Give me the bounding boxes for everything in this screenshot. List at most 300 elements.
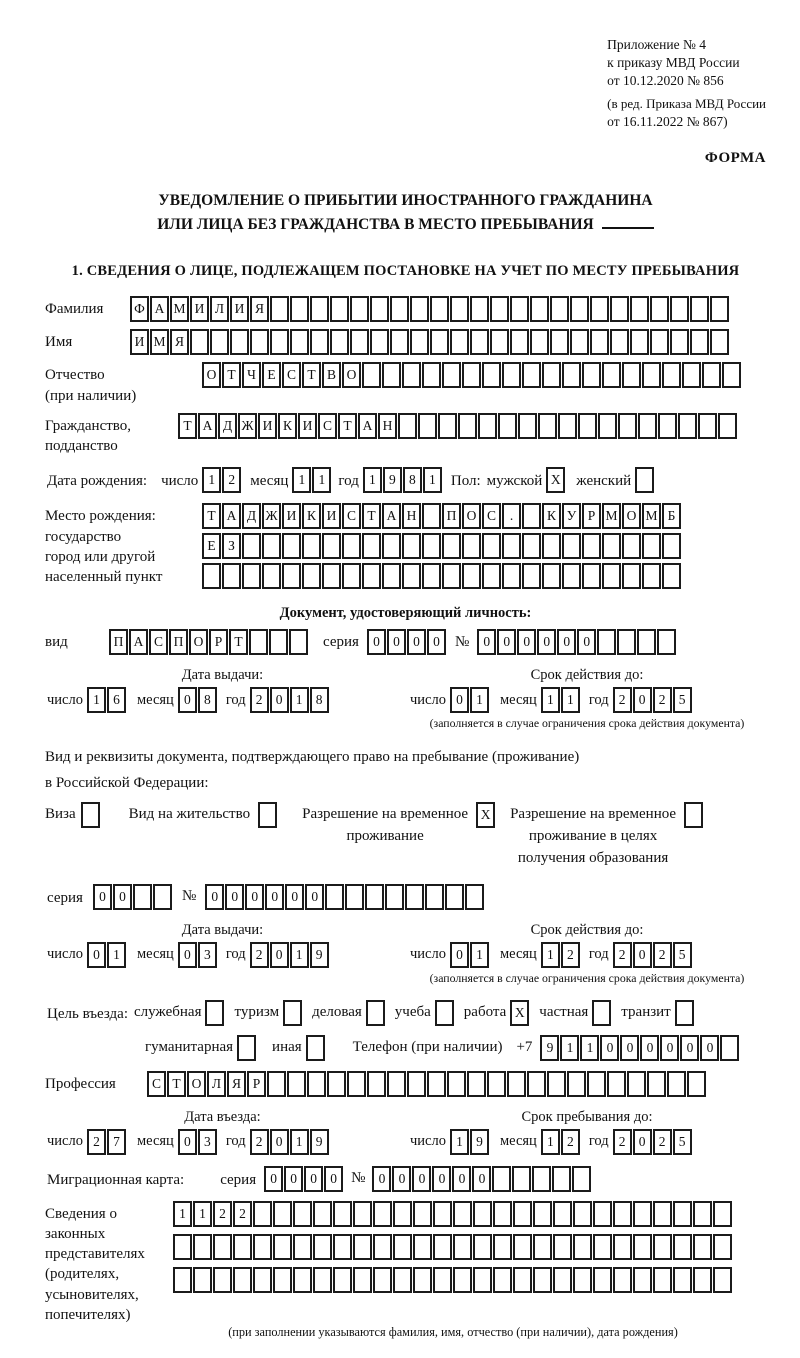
char-cell[interactable]: [713, 1201, 732, 1227]
char-cell[interactable]: [282, 533, 301, 559]
char-cell[interactable]: М: [642, 503, 661, 529]
char-cell[interactable]: [445, 884, 464, 910]
char-cell[interactable]: 2: [250, 1129, 269, 1155]
char-cell[interactable]: К: [302, 503, 321, 529]
char-cell[interactable]: 0: [472, 1166, 491, 1192]
char-cell[interactable]: М: [602, 503, 621, 529]
char-cell[interactable]: 0: [633, 942, 652, 968]
char-cell[interactable]: К: [278, 413, 297, 439]
char-cell[interactable]: [462, 563, 481, 589]
char-cell[interactable]: 8: [198, 687, 217, 713]
char-cell[interactable]: [267, 1071, 286, 1097]
char-cell[interactable]: 1: [202, 467, 221, 493]
char-cell[interactable]: [422, 533, 441, 559]
char-cell[interactable]: [657, 629, 676, 655]
char-cell[interactable]: 1: [290, 1129, 309, 1155]
char-cell[interactable]: [462, 362, 481, 388]
char-cell[interactable]: [673, 1234, 692, 1260]
char-cell[interactable]: И: [322, 503, 341, 529]
char-cell[interactable]: 0: [270, 687, 289, 713]
char-cell[interactable]: 1: [363, 467, 382, 493]
char-cell[interactable]: И: [298, 413, 317, 439]
char-cell[interactable]: [650, 329, 669, 355]
char-cell[interactable]: [467, 1071, 486, 1097]
char-cell[interactable]: В: [322, 362, 341, 388]
char-cell[interactable]: [282, 563, 301, 589]
char-cell[interactable]: [582, 533, 601, 559]
char-cell[interactable]: [253, 1201, 272, 1227]
char-cell[interactable]: [638, 413, 657, 439]
char-cell[interactable]: 1: [423, 467, 442, 493]
char-cell[interactable]: [635, 467, 654, 493]
char-cell[interactable]: 0: [387, 629, 406, 655]
char-cell[interactable]: Ч: [242, 362, 261, 388]
char-cell[interactable]: 1: [107, 942, 126, 968]
char-cell[interactable]: [498, 413, 517, 439]
char-cell[interactable]: 0: [113, 884, 132, 910]
char-cell[interactable]: Я: [250, 296, 269, 322]
char-cell[interactable]: 1: [173, 1201, 192, 1227]
char-cell[interactable]: [306, 1035, 325, 1061]
char-cell[interactable]: [373, 1267, 392, 1293]
char-cell[interactable]: [522, 533, 541, 559]
char-cell[interactable]: [607, 1071, 626, 1097]
char-cell[interactable]: 9: [383, 467, 402, 493]
char-cell[interactable]: 7: [107, 1129, 126, 1155]
char-cell[interactable]: [233, 1234, 252, 1260]
char-cell[interactable]: [593, 1267, 612, 1293]
char-cell[interactable]: [493, 1234, 512, 1260]
char-cell[interactable]: [522, 563, 541, 589]
char-cell[interactable]: [653, 1234, 672, 1260]
char-cell[interactable]: [213, 1234, 232, 1260]
char-cell[interactable]: [447, 1071, 466, 1097]
char-cell[interactable]: [533, 1267, 552, 1293]
char-cell[interactable]: [722, 362, 741, 388]
char-cell[interactable]: 0: [640, 1035, 659, 1061]
char-cell[interactable]: [382, 563, 401, 589]
char-cell[interactable]: [290, 329, 309, 355]
char-cell[interactable]: 1: [290, 687, 309, 713]
char-cell[interactable]: [684, 802, 703, 828]
char-cell[interactable]: О: [622, 503, 641, 529]
char-cell[interactable]: [433, 1267, 452, 1293]
char-cell[interactable]: [382, 362, 401, 388]
char-cell[interactable]: [530, 296, 549, 322]
char-cell[interactable]: [366, 1000, 385, 1026]
char-cell[interactable]: [422, 503, 441, 529]
char-cell[interactable]: [273, 1201, 292, 1227]
char-cell[interactable]: [365, 884, 384, 910]
char-cell[interactable]: [633, 1201, 652, 1227]
char-cell[interactable]: [597, 629, 616, 655]
char-cell[interactable]: [513, 1267, 532, 1293]
char-cell[interactable]: [370, 329, 389, 355]
char-cell[interactable]: [587, 1071, 606, 1097]
char-cell[interactable]: Т: [167, 1071, 186, 1097]
char-cell[interactable]: [693, 1234, 712, 1260]
char-cell[interactable]: 1: [312, 467, 331, 493]
char-cell[interactable]: [502, 362, 521, 388]
char-cell[interactable]: [690, 329, 709, 355]
char-cell[interactable]: [567, 1071, 586, 1097]
char-cell[interactable]: [513, 1201, 532, 1227]
char-cell[interactable]: [590, 296, 609, 322]
char-cell[interactable]: О: [187, 1071, 206, 1097]
char-cell[interactable]: [613, 1201, 632, 1227]
char-cell[interactable]: [493, 1201, 512, 1227]
char-cell[interactable]: [542, 362, 561, 388]
char-cell[interactable]: 8: [310, 687, 329, 713]
char-cell[interactable]: 0: [270, 942, 289, 968]
char-cell[interactable]: [578, 413, 597, 439]
char-cell[interactable]: 0: [87, 942, 106, 968]
char-cell[interactable]: [512, 1166, 531, 1192]
char-cell[interactable]: 1: [561, 687, 580, 713]
char-cell[interactable]: 9: [310, 942, 329, 968]
char-cell[interactable]: [673, 1267, 692, 1293]
char-cell[interactable]: [233, 1267, 252, 1293]
char-cell[interactable]: [427, 1071, 446, 1097]
char-cell[interactable]: 0: [432, 1166, 451, 1192]
char-cell[interactable]: Л: [207, 1071, 226, 1097]
char-cell[interactable]: [473, 1234, 492, 1260]
char-cell[interactable]: [230, 329, 249, 355]
char-cell[interactable]: [538, 413, 557, 439]
char-cell[interactable]: [258, 802, 277, 828]
char-cell[interactable]: [450, 296, 469, 322]
char-cell[interactable]: Т: [222, 362, 241, 388]
char-cell[interactable]: [473, 1201, 492, 1227]
char-cell[interactable]: [510, 296, 529, 322]
char-cell[interactable]: [642, 362, 661, 388]
char-cell[interactable]: [482, 533, 501, 559]
char-cell[interactable]: 1: [470, 687, 489, 713]
char-cell[interactable]: [558, 413, 577, 439]
char-cell[interactable]: 0: [680, 1035, 699, 1061]
char-cell[interactable]: 8: [403, 467, 422, 493]
char-cell[interactable]: X: [510, 1000, 529, 1026]
char-cell[interactable]: [287, 1071, 306, 1097]
char-cell[interactable]: 0: [577, 629, 596, 655]
char-cell[interactable]: 2: [613, 942, 632, 968]
char-cell[interactable]: Т: [178, 413, 197, 439]
char-cell[interactable]: [650, 296, 669, 322]
char-cell[interactable]: [713, 1267, 732, 1293]
char-cell[interactable]: [573, 1201, 592, 1227]
char-cell[interactable]: 3: [198, 1129, 217, 1155]
char-cell[interactable]: [653, 1201, 672, 1227]
char-cell[interactable]: [322, 533, 341, 559]
char-cell[interactable]: 0: [620, 1035, 639, 1061]
char-cell[interactable]: [302, 533, 321, 559]
char-cell[interactable]: [173, 1267, 192, 1293]
char-cell[interactable]: [367, 1071, 386, 1097]
char-cell[interactable]: [482, 362, 501, 388]
char-cell[interactable]: [675, 1000, 694, 1026]
char-cell[interactable]: [552, 1166, 571, 1192]
char-cell[interactable]: У: [562, 503, 581, 529]
char-cell[interactable]: [438, 413, 457, 439]
char-cell[interactable]: [310, 296, 329, 322]
char-cell[interactable]: Д: [218, 413, 237, 439]
char-cell[interactable]: [345, 884, 364, 910]
char-cell[interactable]: [353, 1201, 372, 1227]
char-cell[interactable]: И: [282, 503, 301, 529]
char-cell[interactable]: [313, 1267, 332, 1293]
char-cell[interactable]: [582, 362, 601, 388]
char-cell[interactable]: [573, 1234, 592, 1260]
char-cell[interactable]: [547, 1071, 566, 1097]
char-cell[interactable]: [393, 1201, 412, 1227]
char-cell[interactable]: 9: [470, 1129, 489, 1155]
char-cell[interactable]: С: [342, 503, 361, 529]
char-cell[interactable]: [533, 1234, 552, 1260]
char-cell[interactable]: 0: [537, 629, 556, 655]
char-cell[interactable]: 2: [613, 687, 632, 713]
char-cell[interactable]: 9: [310, 1129, 329, 1155]
char-cell[interactable]: [353, 1234, 372, 1260]
char-cell[interactable]: 1: [541, 1129, 560, 1155]
char-cell[interactable]: 0: [450, 687, 469, 713]
char-cell[interactable]: И: [258, 413, 277, 439]
char-cell[interactable]: [398, 413, 417, 439]
char-cell[interactable]: 1: [560, 1035, 579, 1061]
char-cell[interactable]: [430, 329, 449, 355]
char-cell[interactable]: [133, 884, 152, 910]
char-cell[interactable]: [562, 563, 581, 589]
char-cell[interactable]: [627, 1071, 646, 1097]
char-cell[interactable]: [405, 884, 424, 910]
char-cell[interactable]: 3: [198, 942, 217, 968]
char-cell[interactable]: 1: [580, 1035, 599, 1061]
char-cell[interactable]: [493, 1267, 512, 1293]
char-cell[interactable]: 0: [245, 884, 264, 910]
char-cell[interactable]: [205, 1000, 224, 1026]
char-cell[interactable]: [713, 1234, 732, 1260]
char-cell[interactable]: А: [222, 503, 241, 529]
char-cell[interactable]: [630, 329, 649, 355]
char-cell[interactable]: О: [202, 362, 221, 388]
char-cell[interactable]: С: [149, 629, 168, 655]
char-cell[interactable]: [667, 1071, 686, 1097]
char-cell[interactable]: М: [170, 296, 189, 322]
char-cell[interactable]: [422, 362, 441, 388]
char-cell[interactable]: [550, 296, 569, 322]
char-cell[interactable]: [269, 629, 288, 655]
char-cell[interactable]: 0: [517, 629, 536, 655]
char-cell[interactable]: 1: [541, 687, 560, 713]
char-cell[interactable]: [562, 362, 581, 388]
char-cell[interactable]: [290, 296, 309, 322]
char-cell[interactable]: [662, 362, 681, 388]
char-cell[interactable]: 0: [477, 629, 496, 655]
char-cell[interactable]: П: [442, 503, 461, 529]
char-cell[interactable]: К: [542, 503, 561, 529]
char-cell[interactable]: [413, 1234, 432, 1260]
char-cell[interactable]: [670, 329, 689, 355]
char-cell[interactable]: [153, 884, 172, 910]
char-cell[interactable]: 1: [290, 942, 309, 968]
char-cell[interactable]: [273, 1267, 292, 1293]
char-cell[interactable]: [362, 533, 381, 559]
char-cell[interactable]: [710, 329, 729, 355]
char-cell[interactable]: О: [342, 362, 361, 388]
char-cell[interactable]: [453, 1267, 472, 1293]
char-cell[interactable]: [473, 1267, 492, 1293]
char-cell[interactable]: [310, 329, 329, 355]
char-cell[interactable]: 0: [265, 884, 284, 910]
char-cell[interactable]: 2: [250, 942, 269, 968]
char-cell[interactable]: 0: [450, 942, 469, 968]
char-cell[interactable]: [458, 413, 477, 439]
char-cell[interactable]: 0: [600, 1035, 619, 1061]
char-cell[interactable]: [693, 1267, 712, 1293]
char-cell[interactable]: [413, 1267, 432, 1293]
char-cell[interactable]: Р: [209, 629, 228, 655]
char-cell[interactable]: [410, 296, 429, 322]
char-cell[interactable]: [293, 1201, 312, 1227]
char-cell[interactable]: [662, 563, 681, 589]
char-cell[interactable]: [283, 1000, 302, 1026]
char-cell[interactable]: 2: [213, 1201, 232, 1227]
char-cell[interactable]: [387, 1071, 406, 1097]
char-cell[interactable]: [570, 296, 589, 322]
char-cell[interactable]: [362, 362, 381, 388]
char-cell[interactable]: [502, 563, 521, 589]
char-cell[interactable]: 1: [87, 687, 106, 713]
char-cell[interactable]: [622, 362, 641, 388]
char-cell[interactable]: 0: [700, 1035, 719, 1061]
char-cell[interactable]: [550, 329, 569, 355]
char-cell[interactable]: [210, 329, 229, 355]
char-cell[interactable]: [720, 1035, 739, 1061]
char-cell[interactable]: [262, 533, 281, 559]
char-cell[interactable]: [382, 533, 401, 559]
char-cell[interactable]: [553, 1201, 572, 1227]
char-cell[interactable]: [270, 296, 289, 322]
char-cell[interactable]: [402, 362, 421, 388]
char-cell[interactable]: Л: [210, 296, 229, 322]
char-cell[interactable]: [213, 1267, 232, 1293]
char-cell[interactable]: Т: [362, 503, 381, 529]
char-cell[interactable]: [193, 1267, 212, 1293]
char-cell[interactable]: [633, 1267, 652, 1293]
char-cell[interactable]: Р: [247, 1071, 266, 1097]
char-cell[interactable]: [522, 503, 541, 529]
char-cell[interactable]: [442, 362, 461, 388]
char-cell[interactable]: А: [382, 503, 401, 529]
char-cell[interactable]: 0: [427, 629, 446, 655]
char-cell[interactable]: Т: [202, 503, 221, 529]
char-cell[interactable]: О: [189, 629, 208, 655]
char-cell[interactable]: [407, 1071, 426, 1097]
char-cell[interactable]: [333, 1234, 352, 1260]
char-cell[interactable]: 2: [222, 467, 241, 493]
char-cell[interactable]: 0: [452, 1166, 471, 1192]
char-cell[interactable]: [350, 329, 369, 355]
char-cell[interactable]: А: [150, 296, 169, 322]
char-cell[interactable]: 0: [178, 942, 197, 968]
char-cell[interactable]: 0: [392, 1166, 411, 1192]
char-cell[interactable]: [602, 563, 621, 589]
char-cell[interactable]: [510, 329, 529, 355]
char-cell[interactable]: [418, 413, 437, 439]
char-cell[interactable]: [442, 533, 461, 559]
char-cell[interactable]: 0: [557, 629, 576, 655]
char-cell[interactable]: [253, 1267, 272, 1293]
char-cell[interactable]: [622, 533, 641, 559]
char-cell[interactable]: [430, 296, 449, 322]
char-cell[interactable]: 0: [178, 1129, 197, 1155]
char-cell[interactable]: 2: [613, 1129, 632, 1155]
char-cell[interactable]: [673, 1201, 692, 1227]
char-cell[interactable]: [253, 1234, 272, 1260]
char-cell[interactable]: [250, 329, 269, 355]
char-cell[interactable]: С: [482, 503, 501, 529]
char-cell[interactable]: [422, 563, 441, 589]
char-cell[interactable]: [687, 1071, 706, 1097]
char-cell[interactable]: [617, 629, 636, 655]
char-cell[interactable]: 6: [107, 687, 126, 713]
char-cell[interactable]: [393, 1267, 412, 1293]
char-cell[interactable]: [327, 1071, 346, 1097]
char-cell[interactable]: [682, 362, 701, 388]
char-cell[interactable]: [433, 1201, 452, 1227]
char-cell[interactable]: О: [462, 503, 481, 529]
char-cell[interactable]: 1: [541, 942, 560, 968]
char-cell[interactable]: [693, 1201, 712, 1227]
char-cell[interactable]: [662, 533, 681, 559]
char-cell[interactable]: [490, 329, 509, 355]
char-cell[interactable]: [702, 362, 721, 388]
char-cell[interactable]: [502, 533, 521, 559]
char-cell[interactable]: 2: [233, 1201, 252, 1227]
char-cell[interactable]: [490, 296, 509, 322]
char-cell[interactable]: [453, 1201, 472, 1227]
char-cell[interactable]: X: [476, 802, 495, 828]
char-cell[interactable]: [190, 329, 209, 355]
char-cell[interactable]: 0: [284, 1166, 303, 1192]
char-cell[interactable]: [602, 362, 621, 388]
char-cell[interactable]: [313, 1234, 332, 1260]
char-cell[interactable]: [542, 533, 561, 559]
char-cell[interactable]: Т: [229, 629, 248, 655]
char-cell[interactable]: [425, 884, 444, 910]
char-cell[interactable]: [237, 1035, 256, 1061]
char-cell[interactable]: [593, 1201, 612, 1227]
char-cell[interactable]: 5: [673, 942, 692, 968]
char-cell[interactable]: П: [169, 629, 188, 655]
char-cell[interactable]: Ф: [130, 296, 149, 322]
char-cell[interactable]: [522, 362, 541, 388]
char-cell[interactable]: [487, 1071, 506, 1097]
char-cell[interactable]: [532, 1166, 551, 1192]
char-cell[interactable]: 0: [412, 1166, 431, 1192]
char-cell[interactable]: [593, 1234, 612, 1260]
char-cell[interactable]: [390, 329, 409, 355]
char-cell[interactable]: [322, 563, 341, 589]
char-cell[interactable]: [637, 629, 656, 655]
char-cell[interactable]: [173, 1234, 192, 1260]
char-cell[interactable]: [262, 563, 281, 589]
char-cell[interactable]: [333, 1267, 352, 1293]
char-cell[interactable]: [610, 329, 629, 355]
char-cell[interactable]: [293, 1267, 312, 1293]
char-cell[interactable]: Я: [170, 329, 189, 355]
char-cell[interactable]: 2: [87, 1129, 106, 1155]
char-cell[interactable]: [202, 563, 221, 589]
